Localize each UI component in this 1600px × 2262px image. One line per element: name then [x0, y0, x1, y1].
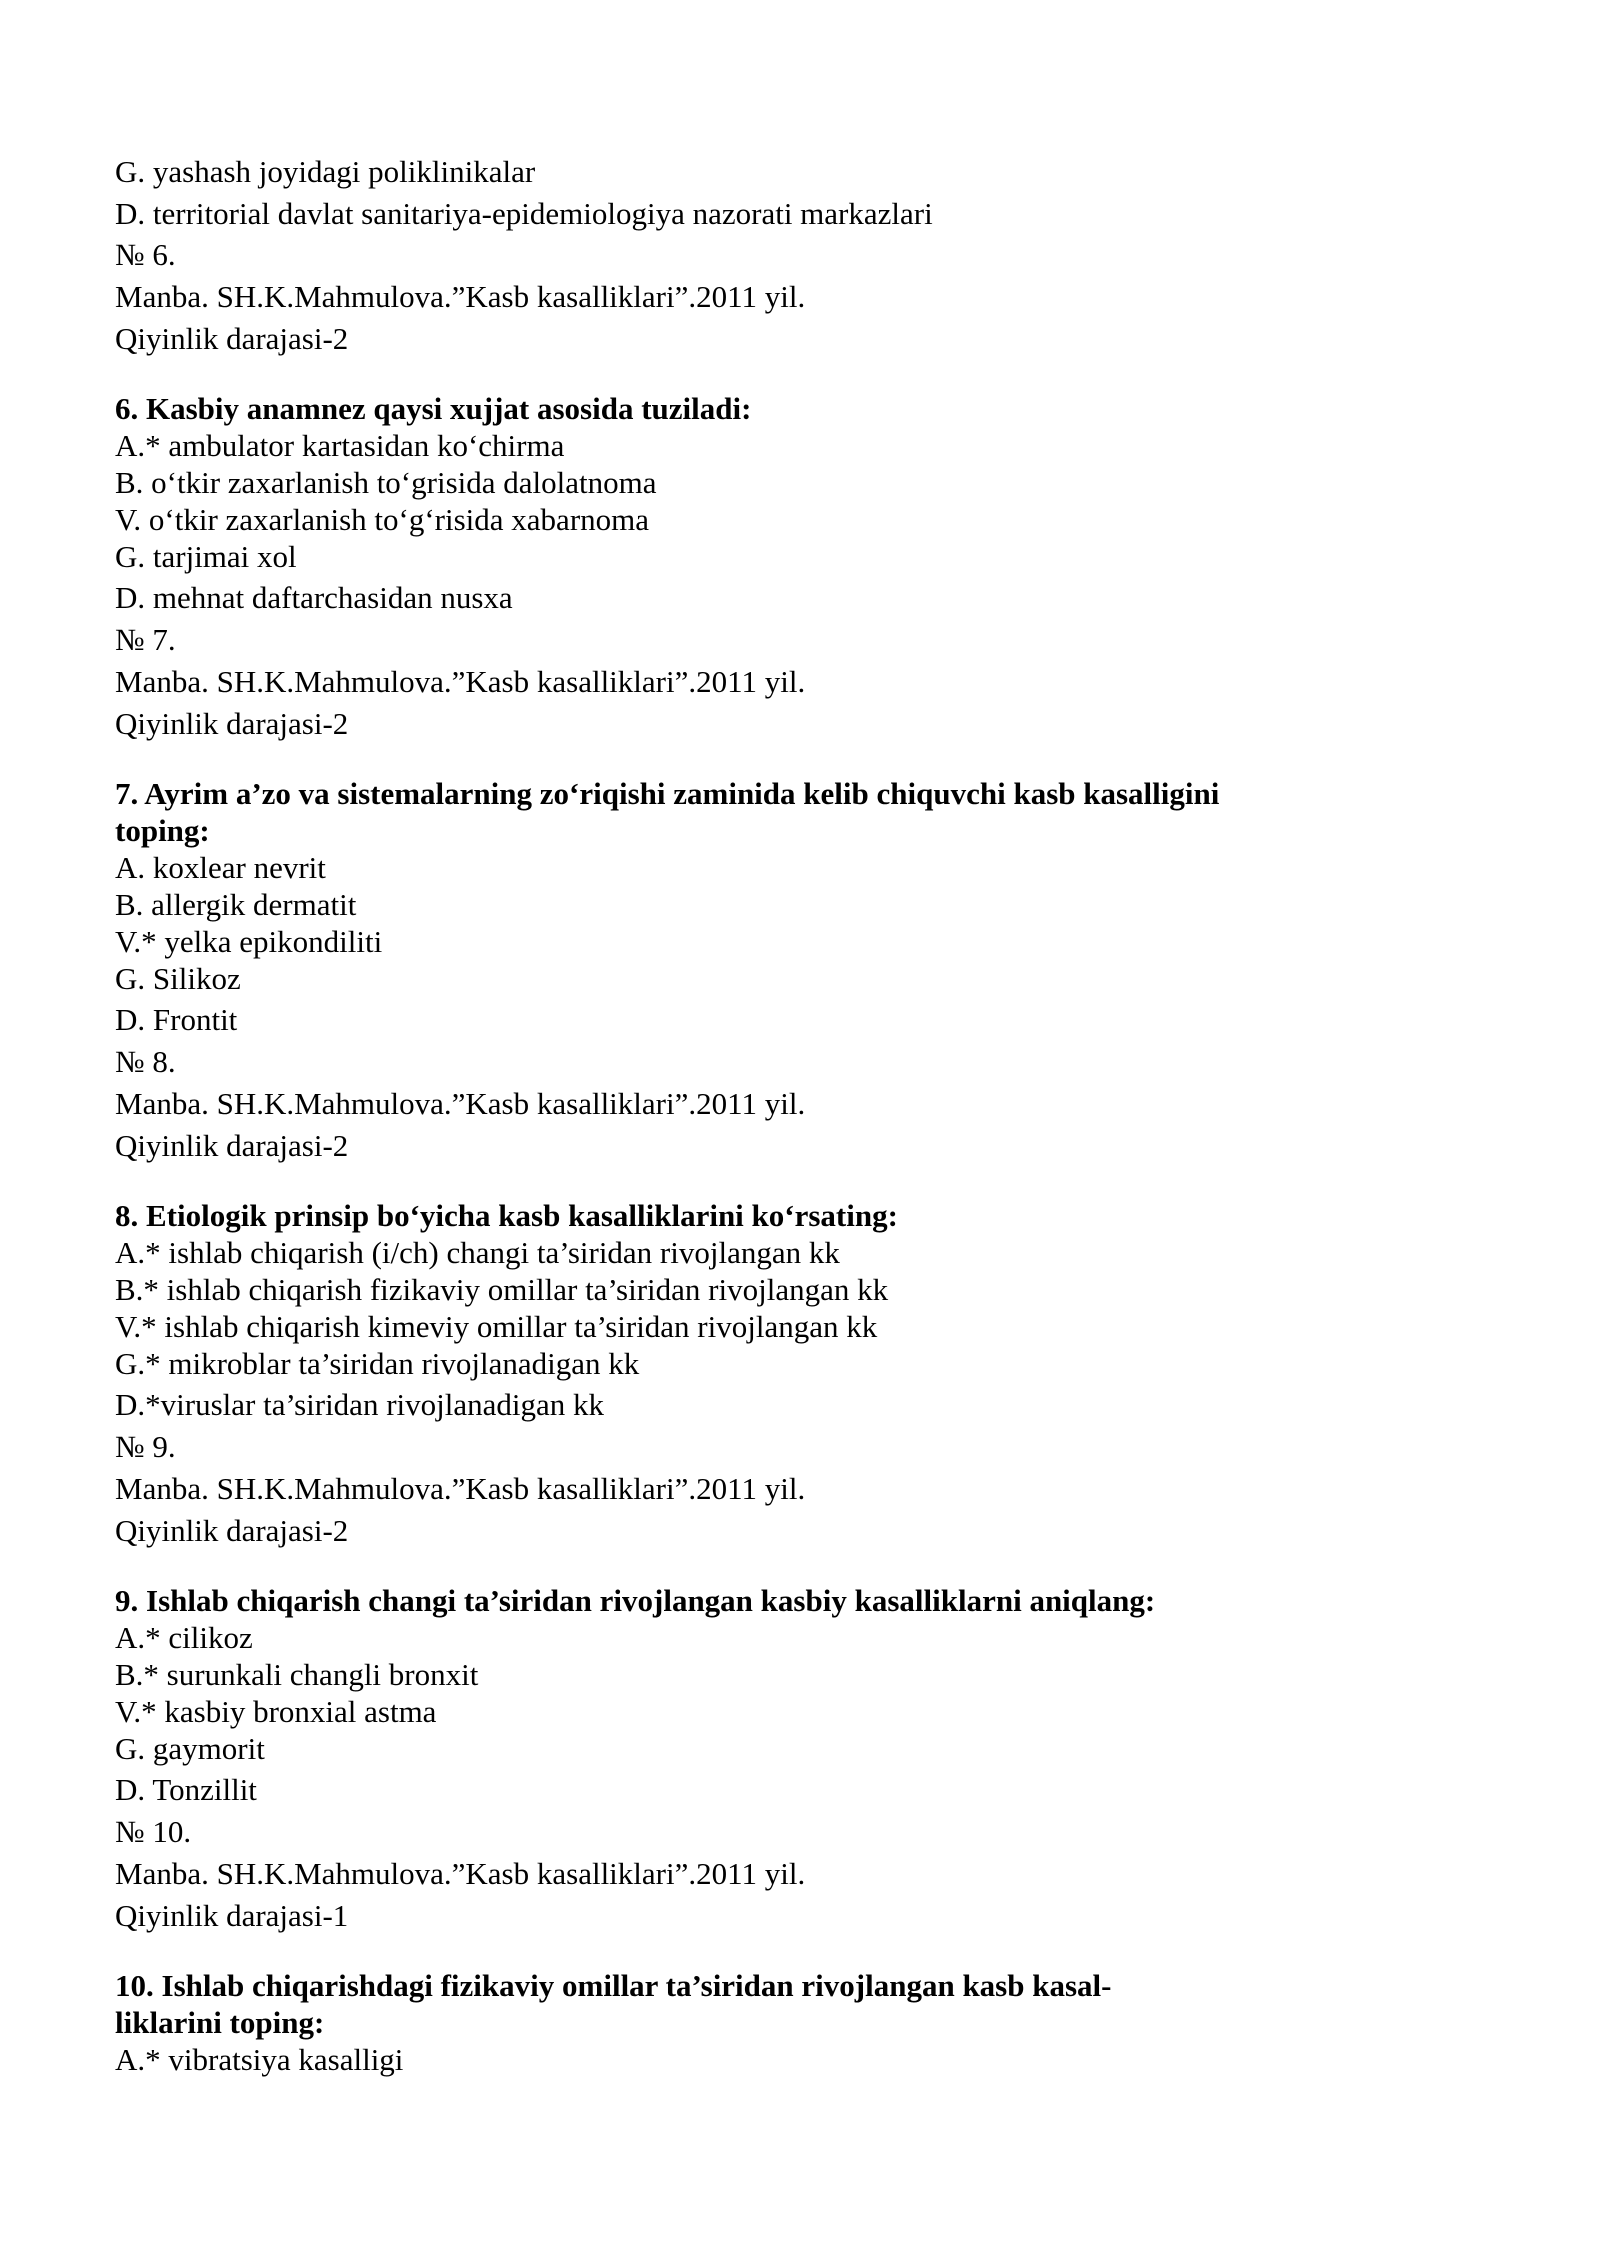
option-line: V. o‘tkir zaxarlanish to‘g‘risida xabarnoma [115, 502, 650, 537]
option-line: A. koxlear nevrit [115, 850, 326, 885]
option-line: A.* cilikoz [115, 1620, 253, 1655]
option-line: D. mehnat daftarchasidan nusxa [115, 580, 513, 615]
difficulty-line: Qiyinlik darajasi-1 [115, 1898, 349, 1933]
source-line: Manba. SH.K.Mahmulova.”Kasb kasalliklari”.2011 yil. [115, 1086, 806, 1121]
option-line: V.* ishlab chiqarish kimeviy omillar ta’siridan rivojlangan kk [115, 1309, 878, 1344]
option-line: G.* mikroblar ta’siridan rivojlanadigan kk [115, 1346, 640, 1381]
option-line: G. yashash joyidagi poliklinikalar [115, 154, 536, 189]
option-line: G. Silikoz [115, 961, 241, 996]
question-text: 9. Ishlab chiqarish changi ta’siridan rivojlangan kasbiy kasalliklarni aniqlang: [115, 1583, 1156, 1618]
question-text: 6. Kasbiy anamnez qaysi xujjat asosida tuziladi: [115, 391, 752, 426]
option-line: V.* yelka epikondiliti [115, 924, 383, 959]
option-line: D.*viruslar ta’siridan rivojlanadigan kk [115, 1387, 604, 1422]
option-line: A.* vibratsiya kasalligi [115, 2042, 404, 2077]
option-line: G. gaymorit [115, 1731, 265, 1766]
option-line: A.* ishlab chiqarish (i/ch) changi ta’siridan rivojlangan kk [115, 1235, 840, 1270]
option-line: D. Tonzillit [115, 1772, 257, 1807]
difficulty-line: Qiyinlik darajasi-2 [115, 706, 349, 741]
option-line: B. allergik dermatit [115, 887, 357, 922]
question-number: № 9. [115, 1429, 176, 1464]
option-line: A.* ambulator kartasidan ko‘chirma [115, 428, 565, 463]
question-number: № 10. [115, 1814, 192, 1849]
source-line: Manba. SH.K.Mahmulova.”Kasb kasalliklari”.2011 yil. [115, 279, 806, 314]
option-line: B. o‘tkir zaxarlanish to‘grisida dalolatnoma [115, 465, 657, 500]
question-number: № 6. [115, 237, 176, 272]
source-line: Manba. SH.K.Mahmulova.”Kasb kasalliklari”.2011 yil. [115, 664, 806, 699]
option-line: G. tarjimai xol [115, 539, 297, 574]
difficulty-line: Qiyinlik darajasi-2 [115, 1513, 349, 1548]
question-text: 7. Ayrim a’zo va sistemalarning zo‘riqishi zaminida kelib chiquvchi kasb kasalligini [115, 776, 1220, 811]
option-line: D. territorial davlat sanitariya-epidemiologiya nazorati markazlari [115, 196, 933, 231]
option-line: V.* kasbiy bronxial astma [115, 1694, 437, 1729]
option-line: B.* surunkali changli bronxit [115, 1657, 479, 1692]
source-line: Manba. SH.K.Mahmulova.”Kasb kasalliklari”.2011 yil. [115, 1856, 806, 1891]
option-line: B.* ishlab chiqarish fizikaviy omillar ta’siridan rivojlangan kk [115, 1272, 889, 1307]
question-text: 10. Ishlab chiqarishdagi fizikaviy omillar ta’siridan rivojlangan kasb kasal- [115, 1968, 1112, 2003]
option-line: D. Frontit [115, 1002, 238, 1037]
difficulty-line: Qiyinlik darajasi-2 [115, 321, 349, 356]
question-number: № 8. [115, 1044, 176, 1079]
question-text: 8. Etiologik prinsip bo‘yicha kasb kasalliklarini ko‘rsating: [115, 1198, 898, 1233]
source-line: Manba. SH.K.Mahmulova.”Kasb kasalliklari”.2011 yil. [115, 1471, 806, 1506]
difficulty-line: Qiyinlik darajasi-2 [115, 1128, 349, 1163]
question-text: toping: [115, 813, 210, 848]
question-text: liklarini toping: [115, 2005, 325, 2040]
question-number: № 7. [115, 622, 176, 657]
